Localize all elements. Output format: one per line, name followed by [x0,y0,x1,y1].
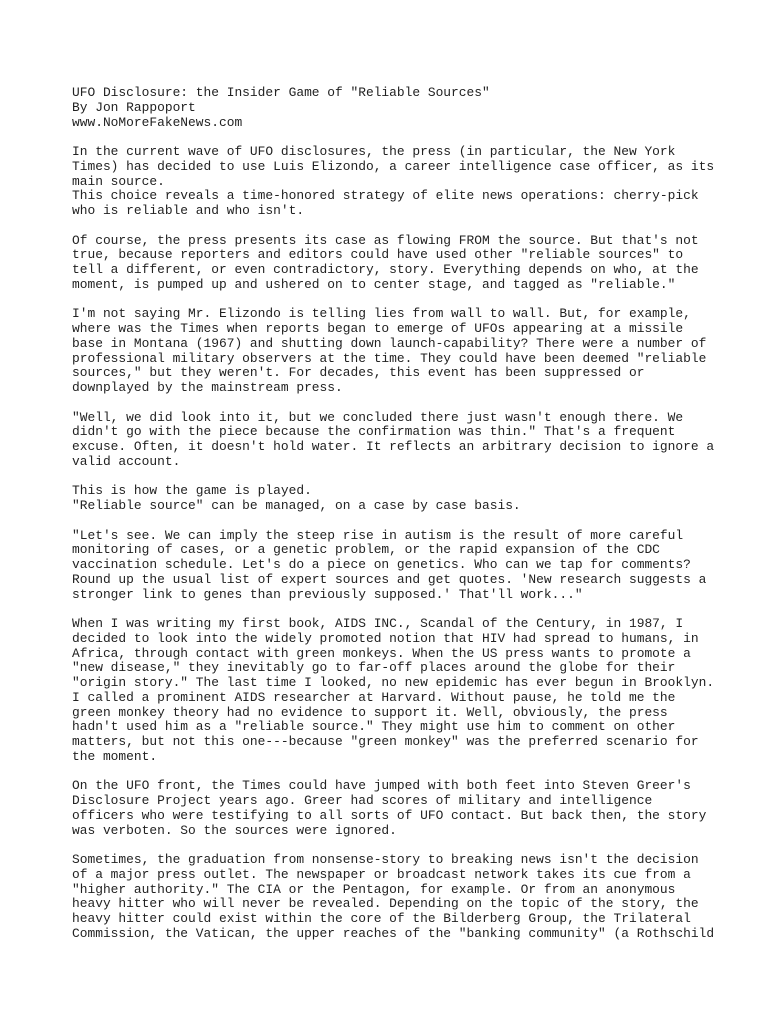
author-byline: By Jon Rappoport [72,99,196,115]
document-header [72,86,712,130]
paragraph-1: In the current wave of UFO disclosures, the press (in particular, the New York Times) has decided to use Luis Elizondo, a career intelligence case officer, as its main source. This choice reveals a time-honored strategy of elite news operations: cherry-pick who is reliable and who isn't. [72,144,715,218]
paragraph-6: "Let's see. We can imply the steep rise in autism is the result of more careful monitoring of cases, or a genetic problem, or the rapid expansion of the CDC vaccination schedule. Let's do a piece on genetics. Who can we tap for comments? Round up the usual list of expert sources and get quotes. 'New research suggests a stronger link to genes than previously supposed.' That'll work..." [72,527,707,602]
paragraph-8: On the UFO front, the Times could have jumped with both feet into Steven Greer's Disclosure Project years ago. Greer had scores of military and intelligence officers who were testifying to all sorts of UFO contact. But back then, the story was verboten. So the sources were ignored. [72,778,707,838]
paragraph-4: "Well, we did look into it, but we concluded there just wasn't enough there. We didn't go with the piece because the confirmation was thin." That's a frequent excuse. Often, it doesn't hold water. It reflects an arbitrary decision to ignore a valid account. [72,409,715,469]
paragraph-2: Of course, the press presents its case as flowing FROM the source. But that's not true, because reporters and editors could have used other "reliable sources" to tell a different, or even contradictory, story. Everything depends on who, at the moment, is pumped up and ushered on to center stage, and tagged as "reliable." [72,232,699,292]
website-url: www.NoMoreFakeNews.com [72,114,243,130]
paragraph-5: This is how the game is played. "Reliable source" can be managed, on a case by case basis. [72,483,521,513]
paragraph-9: Sometimes, the graduation from nonsense-story to breaking news isn't the decision of a major press outlet. The newspaper or broadcast network takes its cue from a "higher authority." The CIA or the Pentagon, for example. Or from an anonymous heavy hitter who will never be revealed. Depending on the topic of the story, the heavy hitter could exist within the core of the Bilderberg Group, the Trilateral Commission, the Vatican, the upper reaches of the "banking community" (a Rothschild [72,852,715,941]
article-title: UFO Disclosure: the Insider Game of "Reliable Sources" [72,85,490,100]
document-page [72,85,715,956]
paragraph-3: I'm not saying Mr. Elizondo is telling lies from wall to wall. But, for example, where was the Times when reports began to emerge of UFOs appearing at a missile base in Montana (1967) and shutting down launch-capability? There were a number of professional military observers at the time. They could have been deemed "reliable sources," but they weren't. For decades, this event has been suppressed or downplayed by the mainstream press. [72,306,707,395]
paragraph-7: When I was writing my first book, AIDS INC., Scandal of the Century, in 1987, I decided to look into the widely promoted notion that HIV had spread to humans, in Africa, through contact with green monkeys. When the US press wants to promote a "new disease," they inevitably go to far-off places around the globe for their "origin story." The last time I looked, no new epidemic has ever begun in Brooklyn. I called a prominent AIDS researcher at Harvard. Without pause, he told me the green monkey theory had no evidence to support it. Well, obviously, the press hadn't used him as a "reliable source." They might use him to comment on other matters, but not this one---because "green monkey" was the preferred scenario for the moment. [72,616,715,764]
